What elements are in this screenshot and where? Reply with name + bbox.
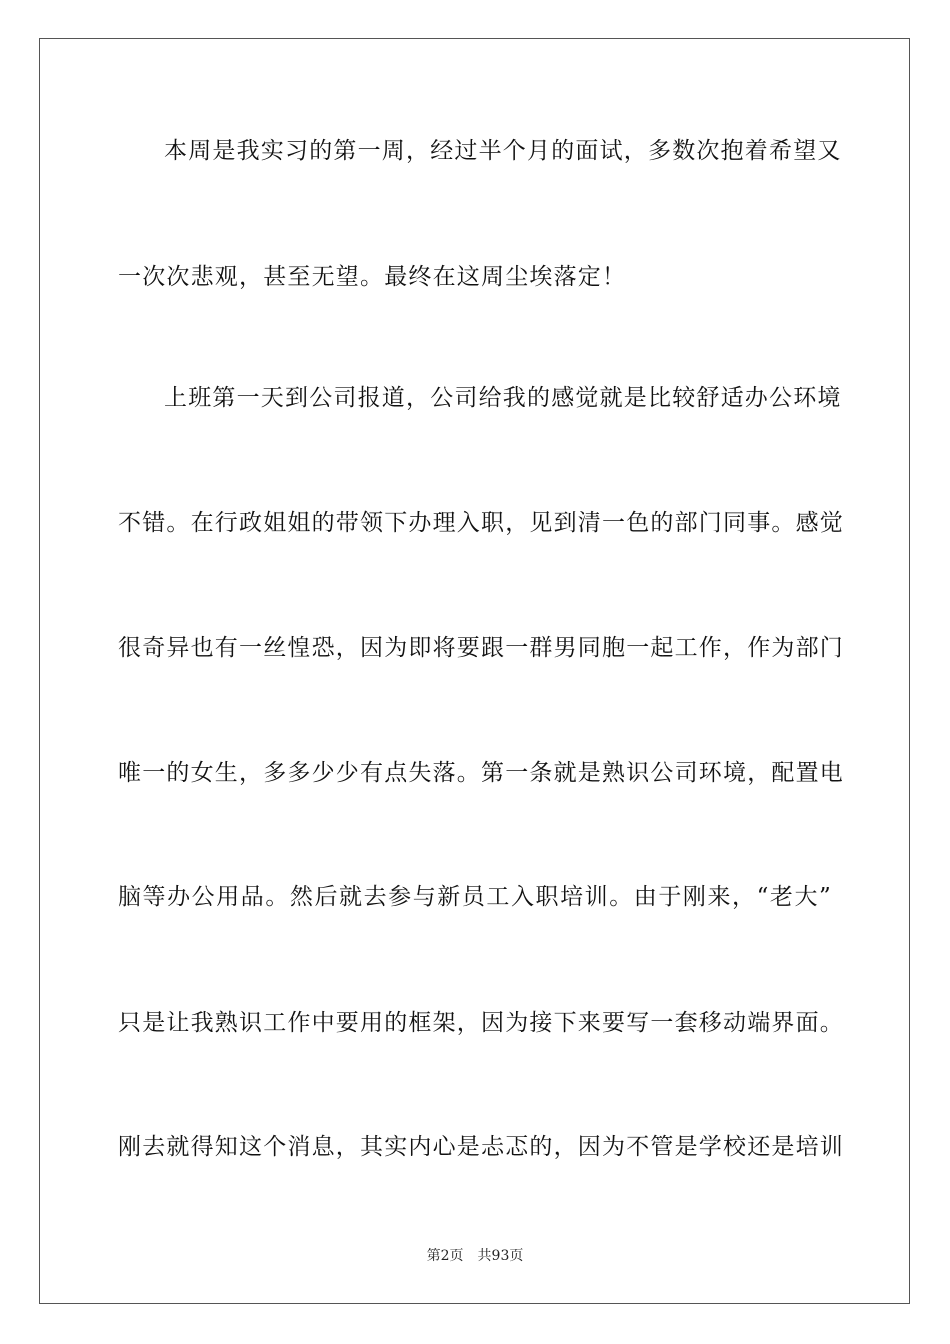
text-line: 脑等办公用品。然后就去参与新员工入职培训。由于刚来，“老大” <box>118 884 832 910</box>
page-footer <box>0 1247 950 1265</box>
text-line: 只是让我熟识工作中要用的框架，因为接下来要写一套移动端界面。 <box>118 1010 844 1036</box>
text-line: 刚去就得知这个消息，其实内心是忐忑的，因为不管是学校还是培训 <box>118 1134 844 1160</box>
text-line: 一次次悲观，甚至无望。最终在这周尘埃落定！ <box>118 264 627 290</box>
page-border <box>39 38 910 1304</box>
text-line: 本周是我实习的第一周，经过半个月的面试，多数次抱着希望又 <box>164 138 842 164</box>
text-line: 不错。在行政姐姐的带领下办理入职，见到清一色的部门同事。感觉 <box>118 510 844 536</box>
total-pages: 共93页 <box>477 1248 524 1264</box>
page-number: 第2页 <box>426 1248 464 1264</box>
text-line: 很奇异也有一丝惶恐，因为即将要跟一群男同胞一起工作，作为部门 <box>118 635 844 661</box>
text-line: 上班第一天到公司报道，公司给我的感觉就是比较舒适办公环境 <box>164 385 842 411</box>
text-line: 唯一的女生，多多少少有点失落。第一条就是熟识公司环境，配置电 <box>118 760 844 786</box>
